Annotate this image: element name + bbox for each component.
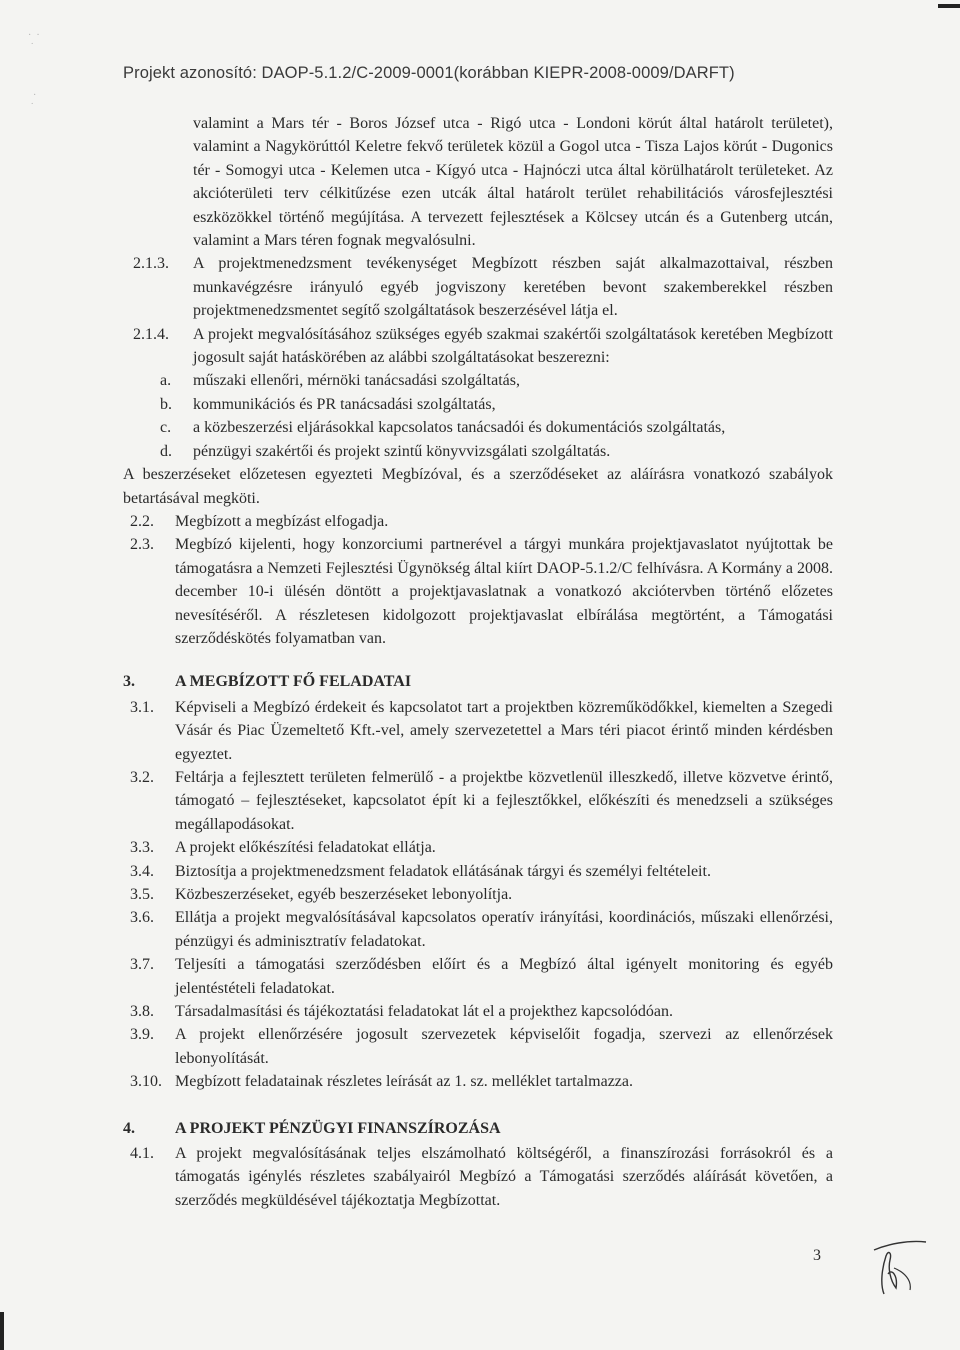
item-text: Megbízott feladatainak részletes leírását az 1. sz. melléklet tartalmazza. (175, 1073, 633, 1091)
item-text: Társadalmasítási és tájékoztatási feladatokat lát el a projekthez kapcsolódóan. (175, 1003, 674, 1021)
letter-item-c (123, 416, 833, 439)
item-3-1 (123, 696, 833, 766)
item-number: 2.2. (130, 512, 154, 530)
item-3-4 (123, 860, 833, 883)
item-number: 3.4. (130, 862, 154, 880)
item-number: 3.3. (130, 839, 154, 857)
item-text: A projekt megvalósításának teljes elszámolható költségéről, a finanszírozási forrásokról és a támogatás igénylés részletes szabályairól Megbízó a Támogatási szerződés aláírását követően, a szerződés megküldésével tájékoztatja Megbízottat. (175, 1145, 833, 1209)
item-3-7 (123, 953, 833, 1000)
letter-label: b. (160, 395, 172, 413)
letter-label: d. (160, 442, 172, 460)
letter-text: kommunikációs és PR tanácsadási szolgáltatás, (193, 395, 496, 413)
item-number: 3.9. (130, 1026, 154, 1044)
item-text: A projekt ellenőrzésére jogosult szervezetek képviselőit fogadja, szervezi az ellenőrzések lebonyolítását. (175, 1026, 833, 1067)
item-number: 4.1. (130, 1145, 154, 1163)
item-number: 3.7. (130, 956, 154, 974)
letter-item-d (123, 440, 833, 463)
item-text: Ellátja a projekt megvalósításával kapcsolatos operatív irányítási, koordinációs, műszaki ellenőrzési, pénzügyi és adminisztratív feladatokat. (175, 909, 833, 950)
item-number: 3.8. (130, 1003, 154, 1021)
letter-text: pénzügyi szakértői és projekt szintű könyvvizsgálati szolgáltatás. (193, 442, 611, 460)
handwritten-initials (868, 1228, 930, 1298)
item-number: 2.3. (130, 536, 154, 554)
section-3-heading (123, 670, 833, 693)
item-text: A projektmenedzsment tevékenységet Megbízott részben saját alkalmazottaival, részben munkavégzésre irányuló egyéb jogviszony keretében bevont szakemberekkel részben projektmenedzsmentet segítő szolgáltatások beszerzésével látja el. (193, 255, 833, 320)
item-3-8 (123, 1000, 833, 1023)
item-text: Teljesíti a támogatási szerződésben előírt és a Megbízó által igényelt monitoring és egyéb jelentéstételi feladatokat. (175, 956, 833, 997)
item-text: Közbeszerzéseket, egyéb beszerzéseket lebonyolítja. (175, 886, 513, 903)
section-number: 4. (123, 1119, 135, 1137)
item-text: Képviseli a Megbízó érdekeit és kapcsolatot tart a projektben közreműködőkkel, kiemelten a Szegedi Vásár és Piac Üzemeltető Kft.-vel, amely szervezetettel a Mars téri piacot érintő minden kérdésben egyeztet. (175, 698, 833, 763)
item-number: 3.2. (130, 768, 154, 786)
intro-paragraph: valamint a Mars tér - Boros József utca - Rigó utca - Londoni körút által határolt területet), valamint a Nagykörúttól Keletre fekvő területek közül a Gogol utca - Tisza Lajos körút - Dugonics tér - Somogyi utca - Kelemen utca - Kígyó utca - Hajnóczi utca által körülhatárolt területeket. Az akcióterületi terv célkitűzése ezen utcák által határolt terület rehabilitációs városfejlesztési eszközökkel történő megújítása. A tervezett fejlesztések a Kölcsey utcán és a Gutenberg utcán, valamint a Mars téren fognak megvalósulni. (193, 115, 833, 250)
item-3-6 (123, 906, 833, 953)
item-text: Biztosítja a projektmenedzsment feladatok ellátásának tárgyi és személyi feltételeit. (175, 862, 711, 880)
project-id-header: Projekt azonosító: DAOP-5.1.2/C-2009-0001(korábban KIEPR-2008-0009/DARFT) (123, 64, 735, 82)
item-3-9 (123, 1023, 833, 1070)
letter-item-b (123, 393, 833, 416)
item-3-5 (123, 883, 833, 906)
item-text: A projekt előkészítési feladatokat ellátja. (175, 839, 436, 857)
letter-text: műszaki ellenőri, mérnöki tanácsadási szolgáltatás, (193, 372, 520, 390)
item-2-2 (123, 510, 833, 533)
scan-edge-mark-left (0, 1312, 4, 1350)
letter-label: c. (160, 419, 172, 437)
page-number: 3 (813, 1247, 821, 1264)
item-number: 3.10. (130, 1073, 162, 1091)
item-2-1-4 (123, 323, 833, 370)
scan-edge-mark (938, 4, 960, 8)
item-4-1 (123, 1142, 833, 1212)
item-3-10 (123, 1070, 833, 1093)
section-title: A MEGBÍZOTT FŐ FELADATAI (175, 673, 412, 691)
document-body (123, 112, 833, 1212)
item-2-3 (123, 533, 833, 650)
letter-label: a. (160, 372, 172, 390)
letter-item-a (123, 369, 833, 392)
item-3-3 (123, 836, 833, 859)
item-text: Feltárja a fejlesztett területen felmerülő - a projektbe közvetlenül illeszkedő, illetve közvetve érintő, támogató – fejlesztéseket, kapcsolatot épít ki a fejlesztőkkel, előkészíti és menedzseli a szükséges megállapodásokat. (175, 768, 833, 833)
section-4-heading (123, 1117, 833, 1140)
item-number: 2.1.4. (133, 325, 169, 343)
item-number: 3.5. (130, 886, 154, 903)
item-number: 2.1.3. (133, 255, 169, 273)
item-text: A projekt megvalósításához szükséges egyéb szakmai szakértői szolgáltatások keretében Megbízott jogosult saját hatáskörében az alábbi szolgáltatásokat beszerezni: (193, 325, 833, 367)
procurement-paragraph: A beszerzéseket előzetesen egyezteti Megbízóval, és a szerződéseket az aláírásra vonatkozó szabályok betartásával megköti. (123, 466, 833, 507)
item-number: 3.1. (130, 698, 154, 716)
section-number: 3. (123, 673, 135, 691)
item-text: Megbízott a megbízást elfogadja. (175, 512, 389, 530)
section-title: A PROJEKT PÉNZÜGYI FINANSZÍROZÁSA (175, 1119, 501, 1137)
letter-text: a közbeszerzési eljárásokkal kapcsolatos tanácsadói és dokumentációs szolgáltatás, (193, 419, 726, 437)
scan-artifacts: · · ˙ · ˙ (28, 30, 40, 113)
item-text: Megbízó kijelenti, hogy konzorciumi partnerével a tárgyi munkára projektjavaslatot nyújtottak be támogatásra a Nemzeti Fejlesztési Ügynökség által kiírt DAOP-5.1.2/C felhívásra. A Kormány a 2008. december 10-i ülésén döntött a projektjavaslatnak a vonatkozó akciótervben történő előzetes nevesítéséről. A részletesen kidolgozott projektjavaslat elbírálása megtörtént, a Támogatási szerződéskötés folyamatban van. (175, 536, 833, 647)
item-2-1-3 (123, 252, 833, 322)
item-3-2 (123, 766, 833, 836)
item-number: 3.6. (130, 909, 154, 927)
